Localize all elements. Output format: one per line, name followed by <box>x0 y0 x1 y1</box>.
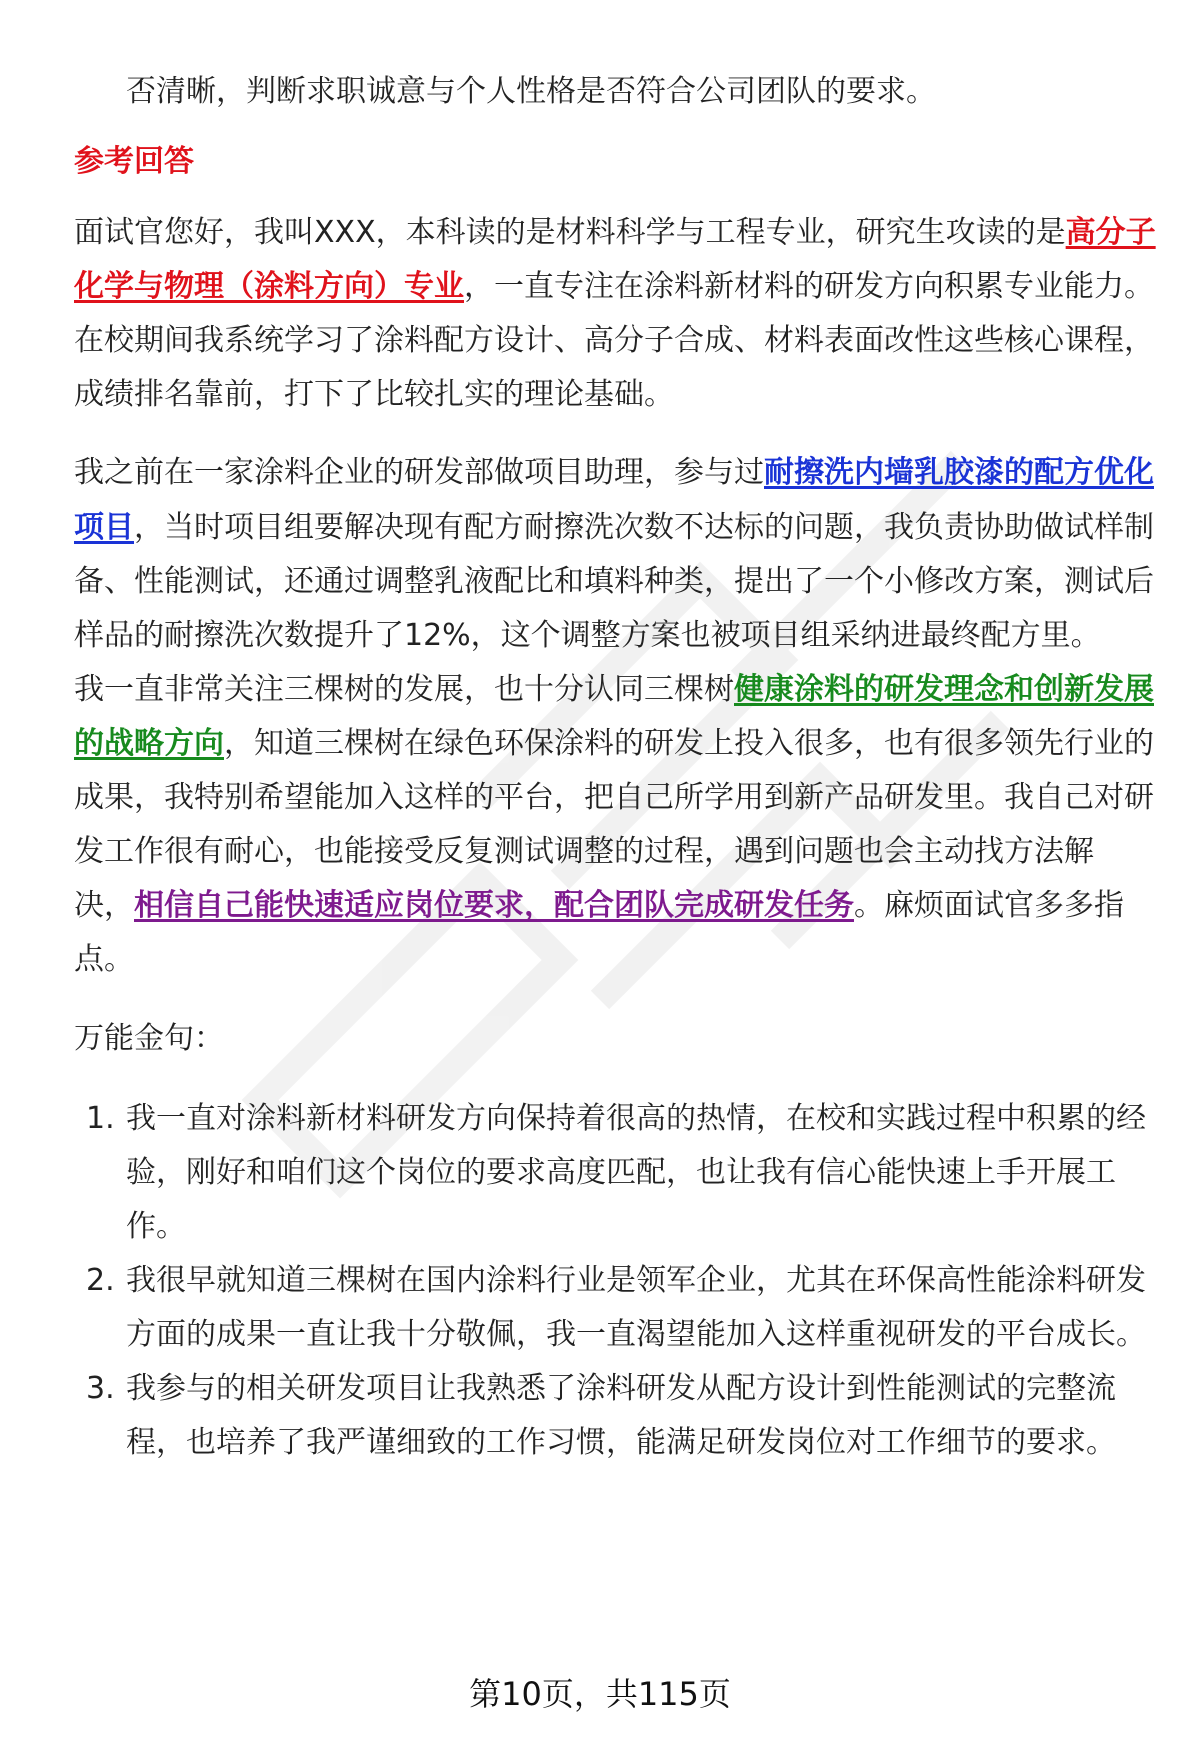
p2-line-2-text: ，当时项目组要解决现有配方耐擦洗次数不达标的问题，我负责协助做试样制 <box>134 510 1154 545</box>
p3-highlight-strategy-cont: 的战略方向 <box>74 726 224 761</box>
page-number-footer: 第10页，共115页 <box>469 1675 731 1713</box>
p1-highlight-major: 高分子 <box>1065 215 1156 250</box>
p2-line-4: 样品的耐擦洗次数提升了12%，这个调整方案也被项目组采纳进最终配方里。 <box>74 618 1101 653</box>
golden-item-2-number: 2. <box>86 1263 115 1298</box>
golden-item-2-line-2: 方面的成果一直让我十分敬佩，我一直渴望能加入这样重视研发的平台成长。 <box>126 1317 1146 1352</box>
golden-item-3-line-2: 程，也培养了我严谨细致的工作习惯，能满足研发岗位对工作细节的要求。 <box>126 1425 1116 1460</box>
p1-line-1 <box>74 213 1156 253</box>
p3-line-1 <box>74 670 1154 710</box>
golden-heading: 万能金句： <box>74 1021 224 1056</box>
golden-item-2-line-1: 我很早就知道三棵树在国内涂料行业是领军企业，尤其在环保高性能涂料研发 <box>126 1263 1146 1298</box>
p1-highlight-major-cont: 化学与物理（涂料方向）专业 <box>74 269 464 304</box>
p2-line-3: 备、性能测试，还通过调整乳液配比和填料种类，提出了一个小修改方案，测试后 <box>74 564 1154 599</box>
p1-line-2 <box>74 267 1154 307</box>
intro-tail-text: 否清晰，判断求职诚意与个人性格是否符合公司团队的要求。 <box>126 74 936 109</box>
p2-line-1 <box>74 453 1154 493</box>
golden-item-1-line-1: 我一直对涂料新材料研发方向保持着很高的热情，在校和实践过程中积累的经 <box>126 1101 1146 1136</box>
p1-line-1-text: 面试官您好，我叫XXX，本科读的是材料科学与工程专业，研究生攻读的是 <box>74 215 1066 250</box>
p3-line-4: 发工作很有耐心，也能接受反复测试调整的过程，遇到问题也会主动找方法解 <box>74 834 1094 869</box>
p1-line-4: 成绩排名靠前，打下了比较扎实的理论基础。 <box>74 377 674 412</box>
p3-line-1-text: 我一直非常关注三棵树的发展，也十分认同三棵树 <box>74 672 734 707</box>
section-heading: 参考回答 <box>74 144 194 179</box>
p2-line-2 <box>74 508 1154 548</box>
p3-line-2 <box>74 724 1154 764</box>
golden-item-1-line-2: 验，刚好和咱们这个岗位的要求高度匹配，也让我有信心能快速上手开展工 <box>126 1155 1116 1190</box>
p3-line-5-text-a: 决， <box>74 888 134 923</box>
p3-line-5-text-b: 。麻烦面试官多多指 <box>854 888 1124 923</box>
p3-line-6: 点。 <box>74 942 134 977</box>
p3-line-3: 成果，我特别希望能加入这样的平台，把自己所学用到新产品研发里。我自己对研 <box>74 780 1154 815</box>
golden-item-1-line-3: 作。 <box>126 1209 186 1244</box>
p3-line-5 <box>74 886 1124 926</box>
golden-item-3-number: 3. <box>86 1371 115 1406</box>
p2-highlight-project-cont: 项目 <box>74 510 134 545</box>
p3-highlight-strategy: 健康涂料的研发理念和创新发展 <box>734 672 1154 707</box>
p1-line-2-text: ，一直专注在涂料新材料的研发方向积累专业能力。 <box>464 269 1154 304</box>
p2-line-1-text: 我之前在一家涂料企业的研发部做项目助理，参与过 <box>74 455 764 490</box>
golden-item-3-line-1: 我参与的相关研发项目让我熟悉了涂料研发从配方设计到性能测试的完整流 <box>126 1371 1116 1406</box>
p3-highlight-adapt: 相信自己能快速适应岗位要求，配合团队完成研发任务 <box>134 888 854 923</box>
p3-line-2-text: ，知道三棵树在绿色环保涂料的研发上投入很多，也有很多领先行业的 <box>224 726 1154 761</box>
golden-item-1-number: 1. <box>86 1101 115 1136</box>
p2-highlight-project: 耐擦洗内墙乳胶漆的配方优化 <box>764 455 1154 490</box>
p1-line-3: 在校期间我系统学习了涂料配方设计、高分子合成、材料表面改性这些核心课程， <box>74 323 1154 358</box>
